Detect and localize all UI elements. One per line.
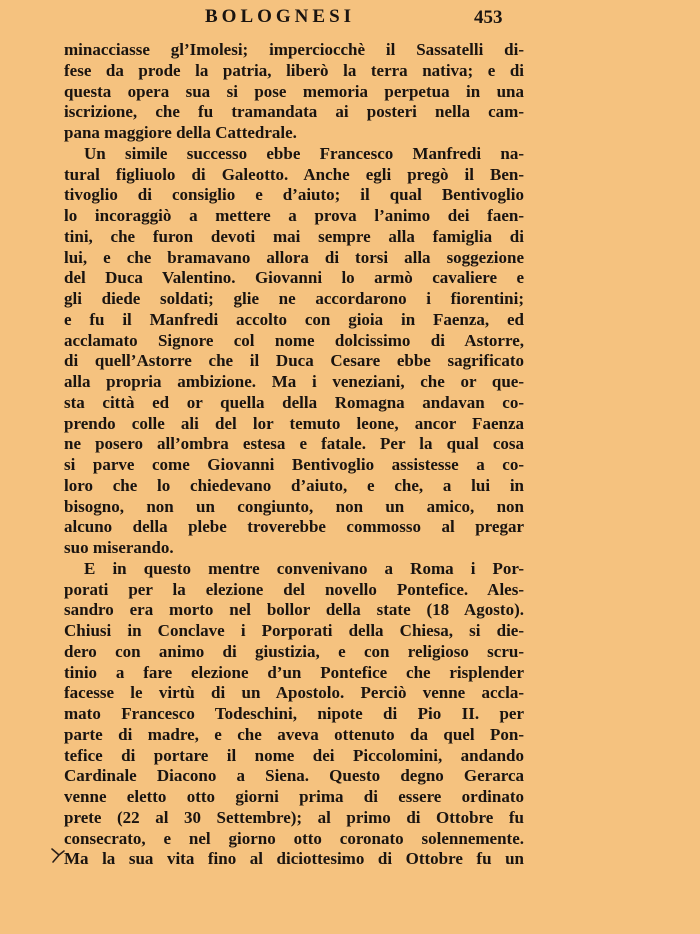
text-line: alla propria ambizione. Ma i veneziani, che or que-: [64, 372, 524, 391]
text-line: E in questo mentre convenivano a Roma i Por-: [84, 558, 524, 578]
page-number: 453: [474, 7, 503, 28]
text-line: Chiusi in Conclave i Porporati della Chiesa, si die-: [64, 621, 524, 640]
text-line: Un simile successo ebbe Francesco Manfredi na-: [84, 143, 524, 163]
text-line: gli diede soldati; glie ne accordarono i fiorentini;: [64, 289, 524, 308]
text-line: Cardinale Diacono a Siena. Questo degno Gerarca: [64, 766, 524, 786]
text-line: fese da prode la patria, liberò la terra nativa; e di: [64, 60, 524, 80]
text-line: prendo colle ali del lor temuto leone, ancor Faenza: [64, 413, 524, 433]
text-line: dero con animo di giustizia, e con religioso scru-: [64, 641, 524, 661]
text-line: ne posero all’ombra estesa e fatale. Per la qual cosa: [64, 434, 524, 454]
running-title: BOLOGNESI: [205, 6, 356, 27]
text-line: facesse le virtù di un Apostolo. Perciò venne accla-: [64, 683, 524, 703]
text-line: del Duca Valentino. Giovanni lo armò cavaliere e: [64, 268, 524, 288]
text-line: acclamato Signore col nome dolcissimo di Astorre,: [64, 330, 524, 350]
text-line: lo incoraggiò a mettere a prova l’animo dei faen-: [64, 206, 524, 225]
text-line: pana maggiore della Cattedrale.: [64, 123, 297, 142]
text-line: sandro era morto nel bollor della state (18 Agosto).: [64, 600, 524, 620]
text-line: suo miserando.: [64, 538, 174, 557]
text-line: Ma la sua vita fino al diciottesimo di Ottobre fu un: [64, 849, 524, 869]
text-line: sta città ed or quella della Romagna andavan co-: [64, 392, 524, 412]
text-line: lui, e che bramavano allora di torsi alla soggezione: [64, 247, 524, 267]
text-line: tefice di portare il nome dei Piccolomini, andando: [64, 745, 524, 765]
text-line: si parve come Giovanni Bentivoglio assistesse a co-: [64, 455, 524, 474]
text-line: bisogno, non un congiunto, non un amico, non: [64, 496, 524, 516]
pencil-mark-icon: [50, 846, 66, 864]
text-line: porati per la elezione del novello Pontefice. Ales-: [64, 579, 524, 599]
text-line: prete (22 al 30 Settembre); al primo di Ottobre fu: [64, 807, 524, 827]
text-line: e fu il Manfredi accolto con gioia in Faenza, ed: [64, 309, 524, 329]
text-line: di quell’Astorre che il Duca Cesare ebbe sagrificato: [64, 351, 524, 371]
text-line: alcuno della plebe troverebbe commosso al pregar: [64, 517, 524, 537]
text-line: loro che lo chiedevano d’aiuto, e che, a lui in: [64, 475, 524, 495]
text-line: tural figliuolo di Galeotto. Anche egli pregò il Ben-: [64, 164, 524, 184]
text-line: parte di madre, e che aveva ottenuto da quel Pon-: [64, 724, 524, 744]
text-line: tinio a fare elezione d’un Pontefice che risplender: [64, 662, 524, 682]
text-line: questa opera sua si pose memoria perpetua in una: [64, 81, 524, 101]
text-line: venne eletto otto giorni prima di essere ordinato: [64, 787, 524, 806]
text-line: consecrato, e nel giorno otto coronato solennemente.: [64, 828, 524, 848]
text-line: tivoglio di consiglio e d’aiuto; il qual Bentivoglio: [64, 185, 524, 205]
running-head: [60, 6, 510, 32]
text-line: tini, che furon devoti mai sempre alla famiglia di: [64, 226, 524, 246]
body-text: [64, 40, 524, 870]
text-line: mato Francesco Todeschini, nipote di Pio II. per: [64, 704, 524, 723]
text-line: iscrizione, che fu tramandata ai posteri nella cam-: [64, 102, 524, 122]
text-line: minacciasse gl’Imolesi; imperciocchè il Sassatelli di-: [64, 40, 524, 59]
